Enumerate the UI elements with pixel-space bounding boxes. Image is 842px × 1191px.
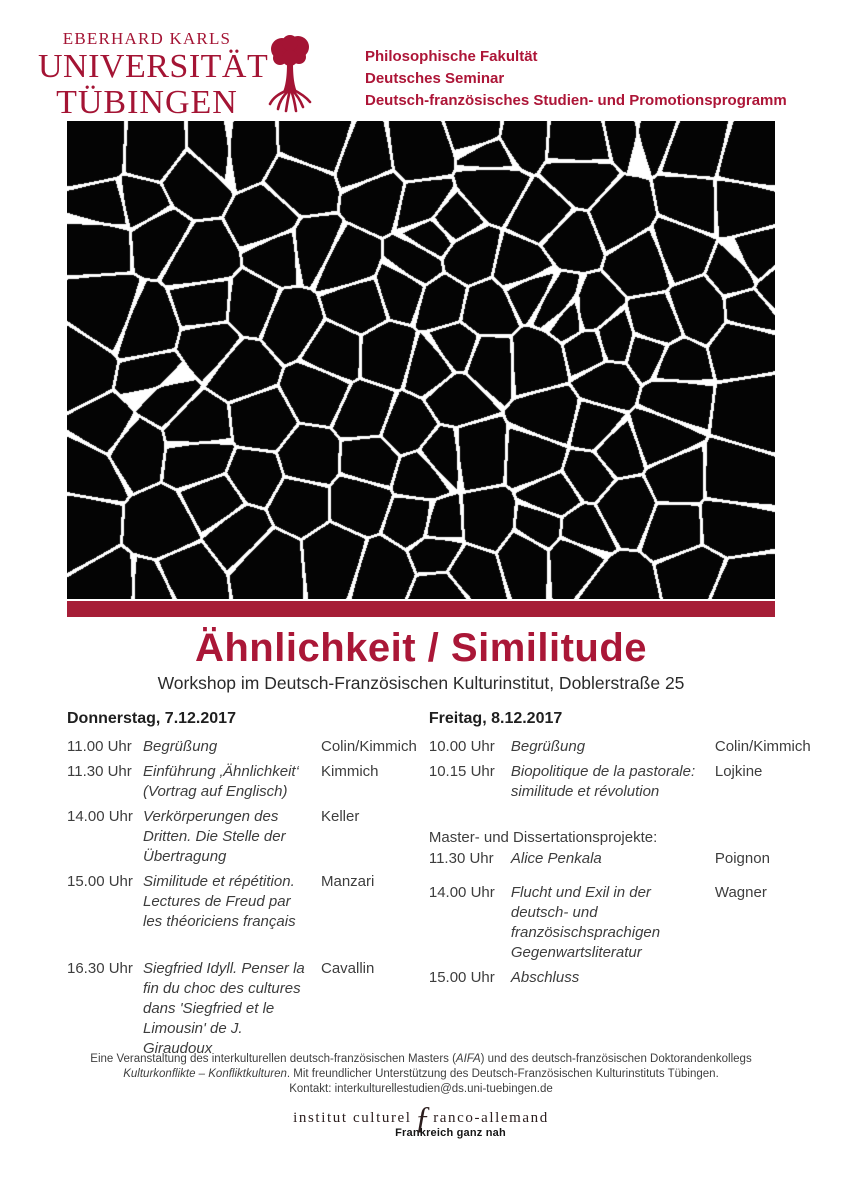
program-line: Deutsch-französisches Studien- und Promotionsprogramm <box>365 92 787 109</box>
tree-logo-icon <box>268 32 312 118</box>
schedule-day-1 <box>67 710 417 1064</box>
talk-time: 11.30 Uhr <box>428 850 494 867</box>
talk-speaker: Colin/Kimmich <box>714 738 811 755</box>
wordmark-line-2: UNIVERSITÄT <box>38 48 269 85</box>
talk-title: Verkörperungen des Dritten. Die Stelle der Übertragung <box>143 808 286 865</box>
talk-time: 16.30 Uhr <box>67 960 133 977</box>
page-title: Ähnlichkeit / Similitude <box>194 626 648 670</box>
talk-time: 11.30 Uhr <box>67 763 132 780</box>
icfa-swash-f-icon: ƒ <box>414 1099 433 1135</box>
talk-title: Flucht und Exil in der deutsch- und französischsprachigen Gegenwartsliteratur <box>510 884 661 961</box>
voronoi-pattern-image <box>67 121 775 599</box>
icfa-text-left: institut culturel <box>293 1110 412 1126</box>
talk-speaker: Lojkine <box>714 763 763 780</box>
footer-contact-line: Kontakt: interkulturellestudien@ds.uni-tuebingen.de <box>289 1083 553 1095</box>
header <box>0 0 842 120</box>
schedule-row <box>67 737 417 757</box>
faculty-block <box>365 46 787 112</box>
schedule-row <box>67 807 417 867</box>
talk-speaker: Keller <box>321 808 360 825</box>
icfa-tagline: Frankreich ganz nah <box>395 1127 506 1139</box>
day-1-header: Donnerstag, 7.12.2017 <box>67 710 236 727</box>
footer-text: . Mit freundlicher Unterstützung des Deutsch-Französischen Kulturinstituts Tübingen. <box>286 1068 719 1080</box>
schedule-row <box>67 872 417 932</box>
talk-time: 10.00 Uhr <box>428 738 495 755</box>
talk-title: Siegfried Idyll. Penser la fin du choc des cultures dans 'Siegfried et le Limousin' de J. Giraudoux <box>143 960 305 1057</box>
talk-time: 14.00 Uhr <box>67 808 133 825</box>
schedule <box>67 710 811 1064</box>
page-subtitle: Workshop im Deutsch-Französischen Kulturinstitut, Doblerstraße 25 <box>157 673 685 693</box>
talk-speaker: Cavallin <box>321 960 375 977</box>
projects-section-label: Master- und Dissertationsprojekte: <box>428 829 658 846</box>
talk-speaker: Manzari <box>321 873 375 890</box>
schedule-day-2 <box>417 710 811 1064</box>
talk-time: 15.00 Uhr <box>67 873 133 890</box>
voronoi-canvas <box>67 121 775 599</box>
schedule-row <box>67 959 417 1059</box>
wordmark-line-1: EBERHARD KARLS <box>62 29 232 48</box>
schedule-row <box>67 762 417 802</box>
talk-speaker: Poignon <box>714 850 770 867</box>
talk-title: Abschluss <box>510 969 580 986</box>
footer-note <box>0 1052 842 1097</box>
talk-time: 14.00 Uhr <box>428 884 495 901</box>
icfa-logo <box>0 1099 842 1141</box>
talk-speaker: Wagner <box>714 884 767 901</box>
talk-title: Biopolitique de la pastorale: similitude et révolution <box>510 763 696 800</box>
icfa-text-right: ranco-allemand <box>433 1110 549 1126</box>
day-2-header: Freitag, 8.12.2017 <box>428 710 563 727</box>
talk-speaker <box>715 968 811 988</box>
talk-title: Einführung ‚Ähnlichkeit‘ (Vortrag auf Englisch) <box>143 763 299 800</box>
talk-speaker: Kimmich <box>321 763 379 780</box>
talk-time: 15.00 Uhr <box>428 969 495 986</box>
footer-text: Eine Veranstaltung des interkulturellen deutsch-französischen Masters ( <box>90 1053 456 1065</box>
talk-title: Begrüßung <box>510 738 586 755</box>
schedule-row <box>429 883 811 963</box>
talk-time: 11.00 Uhr <box>67 738 132 755</box>
talk-speaker: Colin/Kimmich <box>321 738 417 755</box>
icfa-logo-inner <box>293 1099 549 1139</box>
red-divider-bar <box>67 601 775 617</box>
schedule-row <box>429 737 811 757</box>
footer-text-italic: AIFA <box>455 1053 481 1065</box>
footer-text: ) und des deutsch-französischen Doktorandenkollegs <box>480 1053 752 1065</box>
seminar-line: Deutsches Seminar <box>365 70 505 87</box>
footer-line-1 <box>0 1052 842 1067</box>
schedule-row <box>429 849 811 869</box>
footer-line-2 <box>0 1067 842 1082</box>
university-wordmark <box>38 29 269 121</box>
wordmark-line-3: TÜBINGEN <box>56 84 238 121</box>
talk-title: Begrüßung <box>143 738 218 755</box>
footer-text-italic: Kulturkonflikte – Konfliktkulturen <box>123 1068 287 1080</box>
talk-title: Alice Penkala <box>510 850 602 867</box>
talk-time: 10.15 Uhr <box>428 763 495 780</box>
talk-title: Similitude et répétition. Lectures de Freud par les théoriciens français <box>143 873 296 930</box>
schedule-row <box>429 762 811 802</box>
faculty-line: Philosophische Fakultät <box>365 48 538 65</box>
schedule-row <box>429 968 811 988</box>
